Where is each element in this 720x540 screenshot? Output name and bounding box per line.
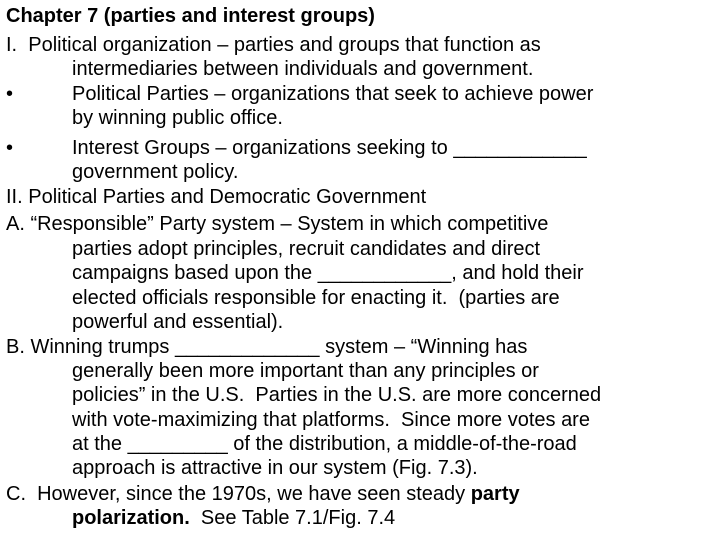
outline-line-20	[72, 506, 395, 530]
outline-line-19	[6, 482, 520, 506]
table-reference: See Table 7.1/Fig. 7.4	[189, 507, 396, 529]
outline-line-5: Interest Groups – organizations seeking to ____________	[72, 137, 587, 159]
outline-line-2: intermediaries between individuals and government.	[72, 58, 534, 80]
outline-line-1: I. Political organization – parties and groups that function as	[6, 34, 541, 56]
bullet-marker-2: •	[6, 137, 14, 159]
outline-line-10: campaigns based upon the ____________, and hold their	[72, 262, 584, 284]
outline-line-9: parties adopt principles, recruit candidates and direct	[72, 238, 541, 260]
outline-line-15: policies” in the U.S. Parties in the U.S. are more concerned	[72, 384, 602, 406]
outline-line-7: II. Political Parties and Democratic Government	[6, 186, 427, 208]
outline-line-6: government policy.	[72, 161, 239, 183]
bullet-marker-1: •	[6, 83, 14, 105]
chapter-title: Chapter 7 (parties and interest groups)	[6, 5, 375, 27]
emphasis-party: party	[470, 483, 520, 505]
outline-line-11: elected officials responsible for enacting it. (parties are	[72, 287, 560, 309]
outline-line-3: Political Parties – organizations that seek to achieve power	[72, 83, 594, 105]
outline-line-4: by winning public office.	[72, 107, 283, 129]
outline-line-18: approach is attractive in our system (Fig. 7.3).	[72, 457, 478, 479]
outline-line-14: generally been more important than any principles or	[72, 360, 539, 382]
outline-line-13: B. Winning trumps _____________ system – “Winning has	[6, 336, 528, 358]
outline-line-12: powerful and essential).	[72, 311, 284, 333]
outline-line-16: with vote-maximizing that platforms. Since more votes are	[72, 409, 590, 431]
emphasis-polarization: polarization.	[72, 507, 190, 529]
outline-line-17: at the _________ of the distribution, a middle-of-the-road	[72, 433, 577, 455]
outline-line-8: A. “Responsible” Party system – System in which competitive	[6, 213, 549, 235]
outline-line-19-text: C. However, since the 1970s, we have seen steady	[6, 483, 471, 505]
